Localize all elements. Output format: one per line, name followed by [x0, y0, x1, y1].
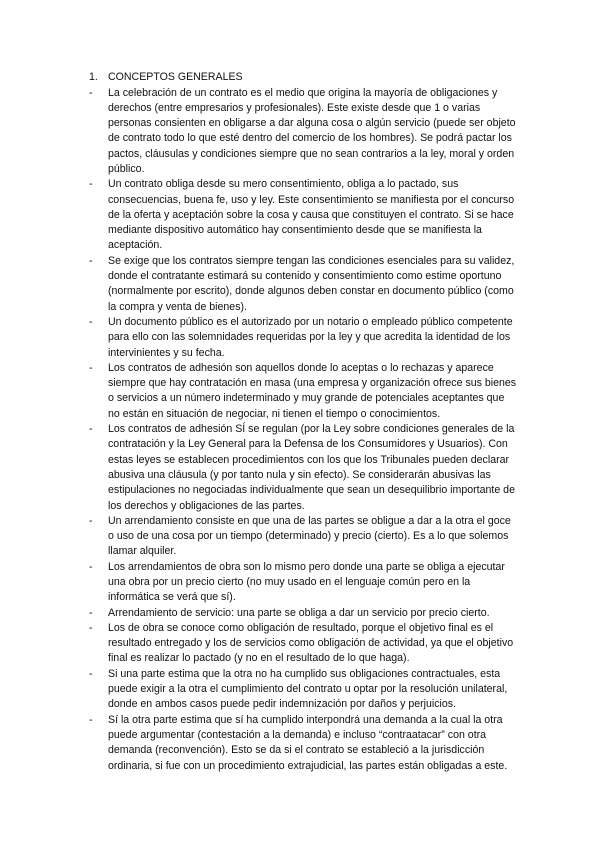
list-item-text: Los contratos de adhesión son aquellos donde lo aceptas o lo rechazas y aparece siempre que hay contratación en masa (una empresa y organización ofrece sus bienes o servicios a un número indeterminado y muy grande de potenciales aceptantes que no están en situación de negociar, ni tienen el tiempo o conocimientos.	[108, 361, 517, 420]
list-item	[89, 606, 519, 621]
list-item-text: Un documento público es el autorizado por un notario o empleado público competente para ello con las solemnidades requeridas por la ley y que acredita la identidad de los intervinientes y su fecha.	[108, 315, 513, 359]
section-title: CONCEPTOS GENERALES	[108, 71, 243, 83]
bullet-dash: -	[89, 606, 93, 619]
bullet-dash: -	[89, 361, 93, 374]
section-heading	[89, 70, 243, 85]
list-item-text: Sí la otra parte estima que sí ha cumplido interpondrá una demanda a la cual la otra puede argumentar (contestación a la demanda) e incluso “contraatacar” con otra demanda (reconvención). Esto se da si el contrato se estableció a la jurisdicción ordinaria, si fue con un procedimiento extrajudicial, las partes están obligadas a este.	[108, 713, 508, 772]
bullet-dash: -	[89, 315, 93, 328]
list-item	[89, 560, 519, 606]
list-item-text: Si una parte estima que la otra no ha cumplido sus obligaciones contractuales, esta puede exigir a la otra el cumplimiento del contrato u optar por la resolución unilateral, donde en ambos casos puede pedir indemnización por daños y perjuicios.	[108, 667, 508, 711]
list-item	[89, 86, 519, 178]
list-item-text: Se exige que los contratos siempre tengan las condiciones esenciales para su validez, donde el contratante estimará su contenido y consentimiento como estime oportuno (normalmente por escrito), donde algunos deben constar en documento público (como la compra y venta de bienes).	[108, 254, 515, 313]
bullet-list	[89, 86, 519, 774]
bullet-dash: -	[89, 667, 93, 680]
list-item	[89, 177, 519, 253]
list-item	[89, 713, 519, 774]
list-item	[89, 315, 519, 361]
bullet-dash: -	[89, 254, 93, 267]
list-item	[89, 514, 519, 560]
bullet-dash: -	[89, 560, 93, 573]
list-item	[89, 667, 519, 713]
list-item-text: Un contrato obliga desde su mero consentimiento, obliga a lo pactado, sus consecuencias, buena fe, uso y ley. Este consentimiento se manifiesta por el concurso de la oferta y aceptación sobre la cosa y causa que constituyen el contrato. Si se hace mediante dispositivo automático hay consentimiento desde que se manifiesta la aceptación.	[108, 178, 515, 252]
list-item	[89, 422, 519, 514]
list-item-text: Un arrendamiento consiste en que una de las partes se obligue a dar a la otra el goce o uso de una cosa por un tiempo (determinado) y precio (cierto). Es a lo que solemos llamar alquiler.	[108, 514, 511, 558]
list-item	[89, 254, 519, 315]
list-item-text: Los contratos de adhesión SÍ se regulan (por la Ley sobre condiciones generales de la contratación y la Ley General para la Defensa de los Consumidores y Usuarios). Con estas leyes se establecen procedimientos con los que los Tribunales pueden declarar abusiva una cláusula (y por tanto nula y sin efecto). Se considerarán abusivas las estipulaciones no negociadas individualmente que sean un desequilibrio importante de los derechos y obligaciones de las partes.	[108, 423, 515, 512]
list-item-text: Los arrendamientos de obra son lo mismo pero donde una parte se obliga a ejecutar una obra por un precio cierto (no muy usado en el lenguaje común pero en la informática se verá que sí).	[108, 560, 505, 604]
bullet-dash: -	[89, 423, 93, 436]
list-item	[89, 361, 519, 422]
list-item	[89, 621, 519, 667]
bullet-dash: -	[89, 86, 93, 99]
bullet-dash: -	[89, 514, 93, 527]
bullet-dash: -	[89, 621, 93, 634]
section-number: 1.	[89, 71, 98, 83]
bullet-dash: -	[89, 178, 93, 191]
bullet-dash: -	[89, 713, 93, 726]
list-item-text: Arrendamiento de servicio: una parte se obliga a dar un servicio por precio cierto.	[108, 606, 490, 619]
list-item-text: La celebración de un contrato es el medio que origina la mayoría de obligaciones y derechos (entre empresarios y profesionales). Este existe desde que 1 o varias personas consienten en obligarse a dar alguna cosa o algún servicio (puede ser objeto de contrato todo lo que esté dentro del comercio de los hombres). Se podrá pactar los pactos, cláusulas y condiciones siempre que no sean contrarios a la ley, moral y orden público.	[108, 86, 516, 175]
list-item-text: Los de obra se conoce como obligación de resultado, porque el objetivo final es el resultado entregado y los de servicios como obligación de actividad, ya que el objetivo final es realizar lo pactado (y no en el resultado de lo que haga).	[108, 621, 514, 665]
